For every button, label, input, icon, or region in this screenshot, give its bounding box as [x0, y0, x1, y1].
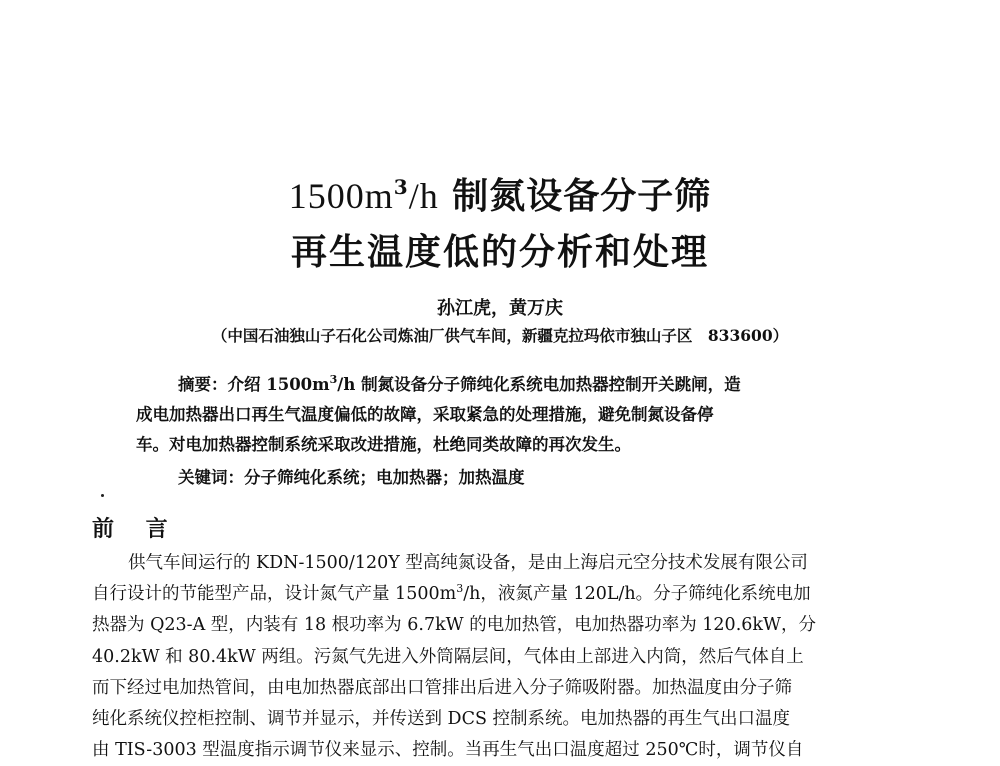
- paper-affiliation: （中国石油独山子石化公司炼油厂供气车间，新疆克拉玛依市独山子区 833600）: [211, 326, 789, 345]
- abstract-text-1b: /h 制氮设备分子筛纯化系统电加热器控制开关跳闸，造: [337, 375, 741, 394]
- body-line-4: 40.2kW 和 80.4kW 两组。污氮气先进入外筒隔层间，气体由上部进入内筒，然后气体自上: [92, 646, 804, 667]
- body-line-1: 供气车间运行的 KDN-1500/120Y 型高纯氮设备，是由上海启元空分技术发展有限公司: [128, 553, 808, 573]
- abstract-superscript: 3: [329, 373, 338, 386]
- body-text-2b: /h，液氮产量 120L/h。分子筛纯化系统电加: [463, 584, 811, 605]
- abstract-line-3: 车。对电加热器控制系统采取改进措施，杜绝同类故障的再次发生。: [136, 435, 631, 454]
- abstract-label: 摘要：: [178, 375, 228, 394]
- body-superscript: 3: [456, 582, 464, 596]
- stray-mark: [101, 494, 104, 497]
- body-line-2: [92, 579, 918, 610]
- body-line-7: 由 TIS-3003 型温度指示调节仪来显示、控制。当再生气出口温度超过 250℃时，调节仪自: [92, 740, 804, 761]
- paper-authors: 孙江虎，黄万庆: [437, 298, 563, 319]
- abstract-block: [136, 370, 860, 460]
- keywords-label: 关键词：: [178, 468, 244, 487]
- paper-title-line-2: 再生温度低的分析和处理: [290, 231, 709, 273]
- title-unit: /h: [408, 176, 439, 216]
- title-quantity: 1500m: [288, 176, 394, 216]
- abstract-text-1a: 介绍 1500m: [227, 375, 330, 394]
- keywords-line: [178, 464, 525, 488]
- title-superscript: 3: [393, 175, 409, 199]
- abstract-line-1: [136, 370, 860, 400]
- body-line-5: 而下经过电加热管间，由电加热器底部出口管排出后进入分子筛吸附器。加热温度由分子筛: [92, 677, 792, 698]
- keywords-text: 分子筛纯化系统；电加热器；加热温度: [244, 468, 525, 487]
- body-text-2a: 自行设计的节能型产品，设计氮气产量 1500m: [92, 584, 457, 605]
- body-line-3: 热器为 Q23-A 型，内装有 18 根功率为 6.7kW 的电加热管，电加热器功率为 120.6kW，分: [92, 615, 816, 636]
- section-heading: 前 言: [92, 516, 180, 542]
- paper-title-line-1: [0, 168, 1000, 219]
- body-paragraph: [92, 548, 918, 766]
- abstract-line-2: 成电加热器出口再生气温度偏低的故障，采取紧急的处理措施，避免制氮设备停: [136, 405, 714, 424]
- title-text: 制氮设备分子筛: [438, 175, 712, 217]
- body-line-6: 纯化系统仪控柜控制、调节并显示，并传送到 DCS 控制系统。电加热器的再生气出口温度: [92, 709, 791, 730]
